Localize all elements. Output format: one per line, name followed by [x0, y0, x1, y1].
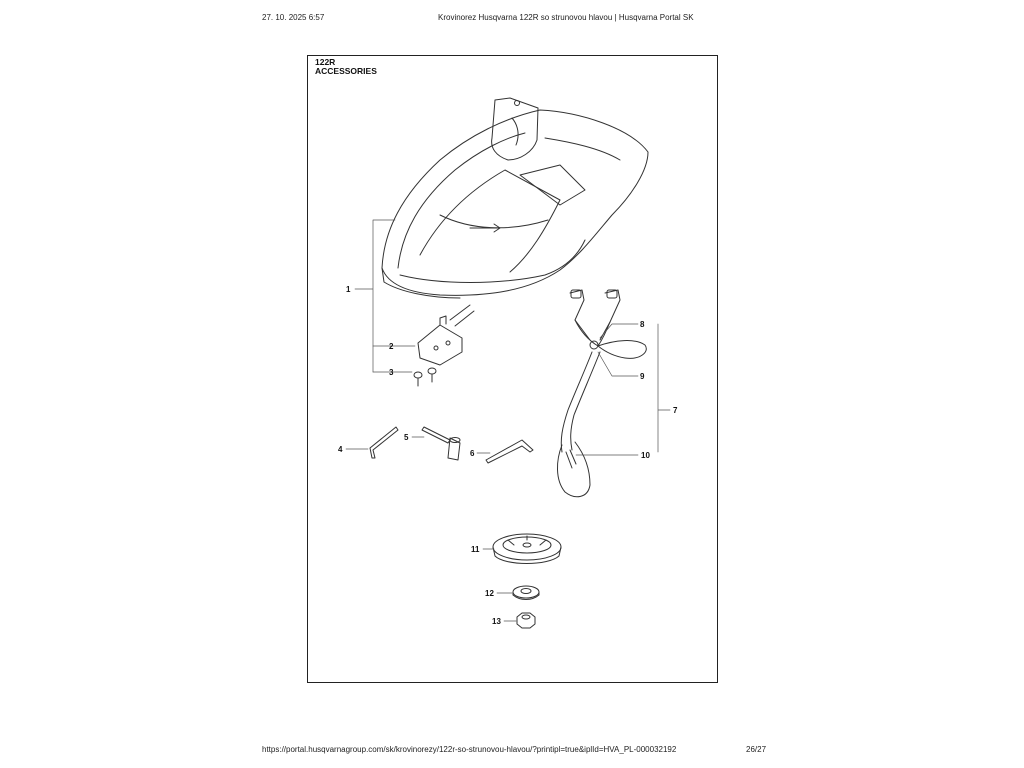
callout-2: 2: [389, 342, 394, 351]
combination-wrench-icon: [422, 427, 460, 460]
callout-5: 5: [404, 433, 409, 442]
callout-8: 8: [640, 320, 645, 329]
cover-icon: [493, 534, 561, 564]
print-datetime: 27. 10. 2025 6:57: [262, 13, 325, 22]
page-number: 26/27: [746, 745, 767, 754]
callout-13: 13: [492, 617, 501, 626]
hex-key-small-icon: [486, 440, 533, 463]
screws-icon: [414, 368, 436, 386]
nut-icon: [517, 613, 535, 628]
callout-10: 10: [641, 451, 650, 460]
callout-9: 9: [640, 372, 645, 381]
hex-key-icon: [370, 427, 398, 458]
model-label: 122R: [315, 57, 336, 67]
callout-7: 7: [673, 406, 678, 415]
section-title: ACCESSORIES: [315, 66, 377, 76]
callout-11: 11: [471, 545, 480, 554]
guard-bracket-icon: [418, 305, 474, 365]
callout-1: 1: [346, 285, 351, 294]
page-url: https://portal.husqvarnagroup.com/sk/krovinorezy/122r-so-strunovou-hlavou/?printipl=true&iplId=HVA_PL-000032192: [262, 745, 677, 754]
callout-4: 4: [338, 445, 343, 454]
washer-icon: [513, 586, 539, 600]
trimmer-guard-icon: [382, 98, 648, 298]
harness-icon: [557, 290, 646, 497]
page-title: Krovinorez Husqvarna 122R so strunovou hlavou | Husqvarna Portal SK: [438, 13, 694, 22]
callout-3: 3: [389, 368, 394, 377]
callout-6: 6: [470, 449, 475, 458]
callout-12: 12: [485, 589, 494, 598]
